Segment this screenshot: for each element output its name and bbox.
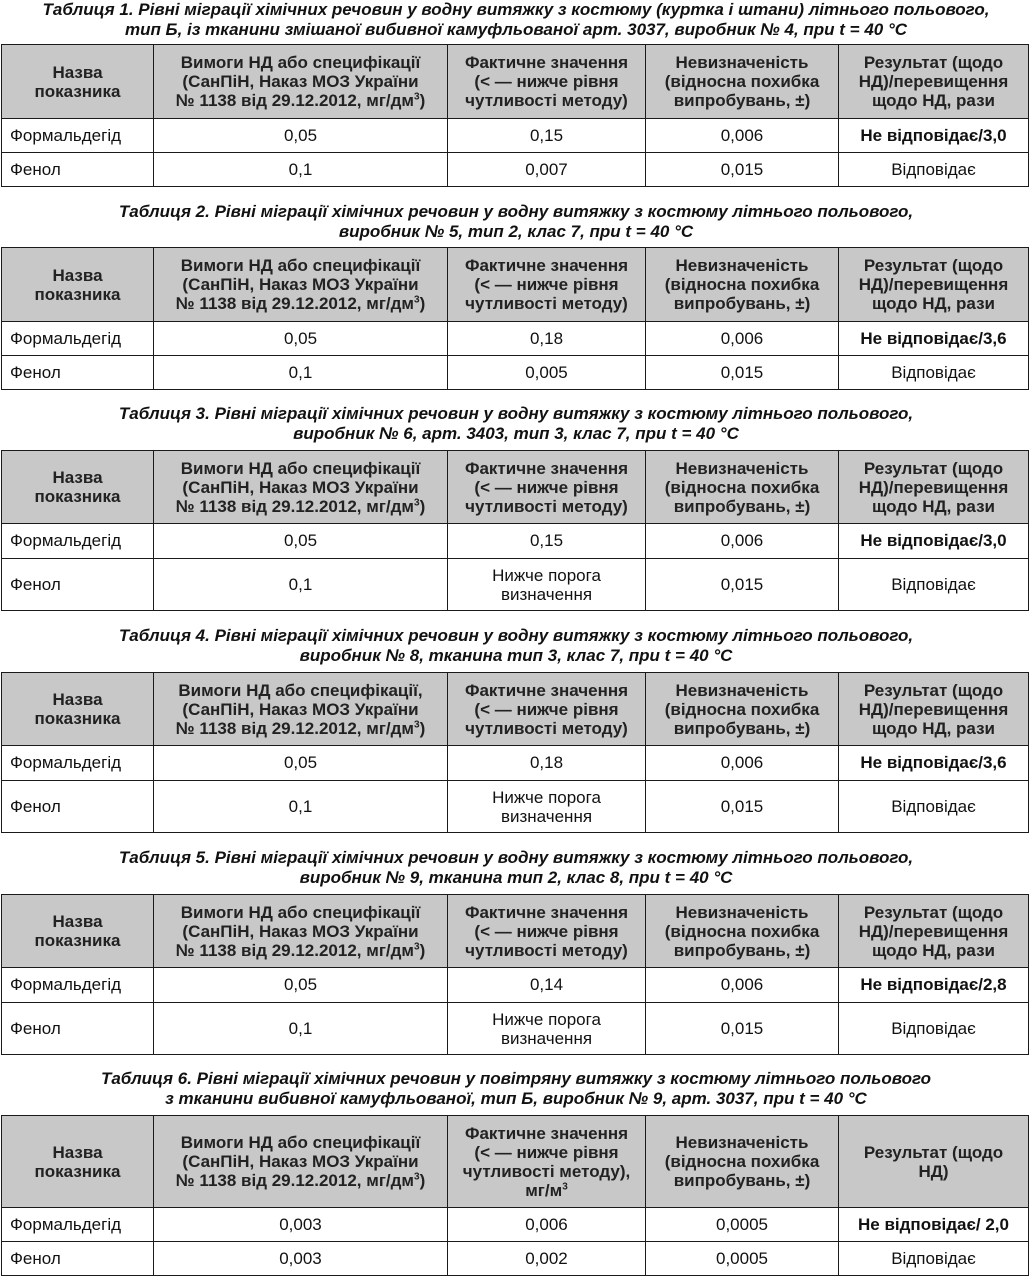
table-row	[2, 119, 1029, 153]
row-name: Формальдегід	[2, 524, 154, 559]
header-uncertainty: Невизначеність (відносна похибка випробувань, ±)	[646, 1116, 839, 1208]
table-4-caption: Таблиця 4. Рівні міграції хімічних речовин у водну витяжку з костюму літнього польового, виробник № 8, тканина тип 3, клас 7, при t = 40 °С	[118, 626, 914, 665]
header-actual: Фактичне значення (< — нижче рівня чутливості методу)	[448, 451, 646, 524]
table-2	[1, 247, 1029, 390]
header-requirements: Вимоги НД або специфікації, (СанПіН, Наказ МОЗ України № 1138 від 29.12.2012, $мг/дм^3$)	[154, 673, 448, 746]
header-actual: Фактичне значення (< — нижче рівня чутливості методу)	[448, 895, 646, 968]
actual-value: 0,14	[448, 968, 646, 1003]
result-value: Не відповідає/2,8	[839, 968, 1029, 1003]
uncertainty-value: 0,015	[646, 356, 839, 390]
header-name: Назва показника	[2, 673, 154, 746]
header-requirements: Вимоги НД або специфікації (СанПіН, Наказ МОЗ України № 1138 від 29.12.2012, $мг/дм^3$)	[154, 1116, 448, 1208]
row-name: Формальдегід	[2, 746, 154, 781]
header-name: Назва показника	[2, 895, 154, 968]
table-row	[2, 781, 1029, 833]
header-result: Результат (щодо НД)/перевищення щодо НД, рази	[839, 451, 1029, 524]
header-result: Результат (щодо НД)/перевищення щодо НД, рази	[839, 248, 1029, 322]
uncertainty-value: 0,0005	[646, 1208, 839, 1242]
header-name: Назва показника	[2, 248, 154, 322]
actual-value: Нижче порога визначення	[448, 559, 646, 611]
table-6	[1, 1115, 1029, 1276]
uncertainty-value: 0,015	[646, 559, 839, 611]
actual-value: 0,18	[448, 322, 646, 356]
table-1	[1, 44, 1029, 187]
uncertainty-value: 0,006	[646, 524, 839, 559]
header-name: Назва показника	[2, 1116, 154, 1208]
row-name: Формальдегід	[2, 1208, 154, 1242]
result-value: Відповідає	[839, 781, 1029, 833]
table-3	[1, 450, 1029, 611]
result-value: Відповідає	[839, 153, 1029, 187]
result-value: Не відповідає/3,0	[839, 524, 1029, 559]
row-name: Фенол	[2, 1242, 154, 1276]
result-value: Відповідає	[839, 356, 1029, 390]
requirement-value: 0,1	[154, 153, 448, 187]
actual-value: Нижче порога визначення	[448, 781, 646, 833]
result-value: Відповідає	[839, 1242, 1029, 1276]
header-uncertainty: Невизначеність (відносна похибка випробувань, ±)	[646, 673, 839, 746]
row-name: Фенол	[2, 356, 154, 390]
table-6-caption: Таблиця 6. Рівні міграції хімічних речовин у повітряну витяжку з костюму літнього польового з тканини вибивної камуфльованої, тип Б, виробник № 9, арт. 3037, при t = 40 °С	[100, 1069, 932, 1108]
header-actual: Фактичне значення (< — нижче рівня чутливості методу), $мг/м^3$	[448, 1116, 646, 1208]
header-actual: Фактичне значення (< — нижче рівня чутливості методу)	[448, 248, 646, 322]
table-row	[2, 968, 1029, 1003]
table-row	[2, 1003, 1029, 1055]
table-3-caption: Таблиця 3. Рівні міграції хімічних речовин у водну витяжку з костюму літнього польового, виробник № 6, арт. 3403, тип 3, клас 7, при t = 40 °С	[118, 404, 914, 443]
header-uncertainty: Невизначеність (відносна похибка випробувань, ±)	[646, 451, 839, 524]
table-row	[2, 322, 1029, 356]
table-row	[2, 153, 1029, 187]
header-actual: Фактичне значення (< — нижче рівня чутливості методу)	[448, 673, 646, 746]
uncertainty-value: 0,006	[646, 119, 839, 153]
header-requirements: Вимоги НД або специфікації (СанПіН, Наказ МОЗ України № 1138 від 29.12.2012, $мг/дм^3$)	[154, 451, 448, 524]
requirement-value: 0,05	[154, 746, 448, 781]
requirement-value: 0,1	[154, 559, 448, 611]
table-row	[2, 356, 1029, 390]
actual-value: 0,007	[448, 153, 646, 187]
header-result: Результат (щодо НД)	[839, 1116, 1029, 1208]
header-uncertainty: Невизначеність (відносна похибка випробувань, ±)	[646, 895, 839, 968]
requirement-value: 0,1	[154, 781, 448, 833]
requirement-value: 0,1	[154, 356, 448, 390]
header-uncertainty: Невизначеність (відносна похибка випробувань, ±)	[646, 248, 839, 322]
table-5	[1, 894, 1029, 1055]
row-name: Фенол	[2, 559, 154, 611]
requirement-value: 0,05	[154, 968, 448, 1003]
result-value: Не відповідає/ 2,0	[839, 1208, 1029, 1242]
actual-value: 0,002	[448, 1242, 646, 1276]
uncertainty-value: 0,006	[646, 746, 839, 781]
row-name: Формальдегід	[2, 968, 154, 1003]
table-4	[1, 672, 1029, 833]
uncertainty-value: 0,015	[646, 153, 839, 187]
uncertainty-value: 0,015	[646, 781, 839, 833]
table-1-caption: Таблиця 1. Рівні міграції хімічних речовин у водну витяжку з костюму (куртка і штани) літнього польового, тип Б, із тканини змішаної вибивної камуфльованої арт. 3037, виробник № 4, при t = 40 °С	[42, 0, 990, 39]
uncertainty-value: 0,0005	[646, 1242, 839, 1276]
requirement-value: 0,003	[154, 1242, 448, 1276]
actual-value: 0,006	[448, 1208, 646, 1242]
header-name: Назва показника	[2, 45, 154, 119]
header-requirements: Вимоги НД або специфікації (СанПіН, Наказ МОЗ України № 1138 від 29.12.2012, $мг/дм^3$)	[154, 895, 448, 968]
actual-value: Нижче порога визначення	[448, 1003, 646, 1055]
table-row	[2, 746, 1029, 781]
header-actual: Фактичне значення (< — нижче рівня чутливості методу)	[448, 45, 646, 119]
result-value: Не відповідає/3,0	[839, 119, 1029, 153]
requirement-value: 0,05	[154, 524, 448, 559]
header-result: Результат (щодо НД)/перевищення щодо НД, рази	[839, 45, 1029, 119]
header-result: Результат (щодо НД)/перевищення щодо НД, рази	[839, 895, 1029, 968]
header-requirements: Вимоги НД або специфікації (СанПіН, Наказ МОЗ України № 1138 від 29.12.2012, $мг/дм^3$)	[154, 248, 448, 322]
actual-value: 0,18	[448, 746, 646, 781]
result-value: Не відповідає/3,6	[839, 322, 1029, 356]
row-name: Фенол	[2, 153, 154, 187]
table-row	[2, 559, 1029, 611]
table-5-caption: Таблиця 5. Рівні міграції хімічних речовин у водну витяжку з костюму літнього польового, виробник № 9, тканина тип 2, клас 8, при t = 40 °С	[118, 848, 914, 887]
header-name: Назва показника	[2, 451, 154, 524]
table-row	[2, 1208, 1029, 1242]
uncertainty-value: 0,015	[646, 1003, 839, 1055]
row-name: Формальдегід	[2, 322, 154, 356]
result-value: Відповідає	[839, 1003, 1029, 1055]
header-requirements: Вимоги НД або специфікації (СанПіН, Наказ МОЗ України № 1138 від 29.12.2012, $мг/дм^3$)	[154, 45, 448, 119]
requirement-value: 0,05	[154, 322, 448, 356]
requirement-value: 0,05	[154, 119, 448, 153]
header-uncertainty: Невизначеність (відносна похибка випробувань, ±)	[646, 45, 839, 119]
uncertainty-value: 0,006	[646, 322, 839, 356]
table-row	[2, 1242, 1029, 1276]
table-2-caption: Таблиця 2. Рівні міграції хімічних речовин у водну витяжку з костюму літнього польового, виробник № 5, тип 2, клас 7, при t = 40 °С	[118, 202, 914, 241]
uncertainty-value: 0,006	[646, 968, 839, 1003]
actual-value: 0,005	[448, 356, 646, 390]
actual-value: 0,15	[448, 524, 646, 559]
row-name: Фенол	[2, 1003, 154, 1055]
row-name: Фенол	[2, 781, 154, 833]
table-row	[2, 524, 1029, 559]
result-value: Не відповідає/3,6	[839, 746, 1029, 781]
header-result: Результат (щодо НД)/перевищення щодо НД, рази	[839, 673, 1029, 746]
row-name: Формальдегід	[2, 119, 154, 153]
actual-value: 0,15	[448, 119, 646, 153]
requirement-value: 0,003	[154, 1208, 448, 1242]
result-value: Відповідає	[839, 559, 1029, 611]
requirement-value: 0,1	[154, 1003, 448, 1055]
